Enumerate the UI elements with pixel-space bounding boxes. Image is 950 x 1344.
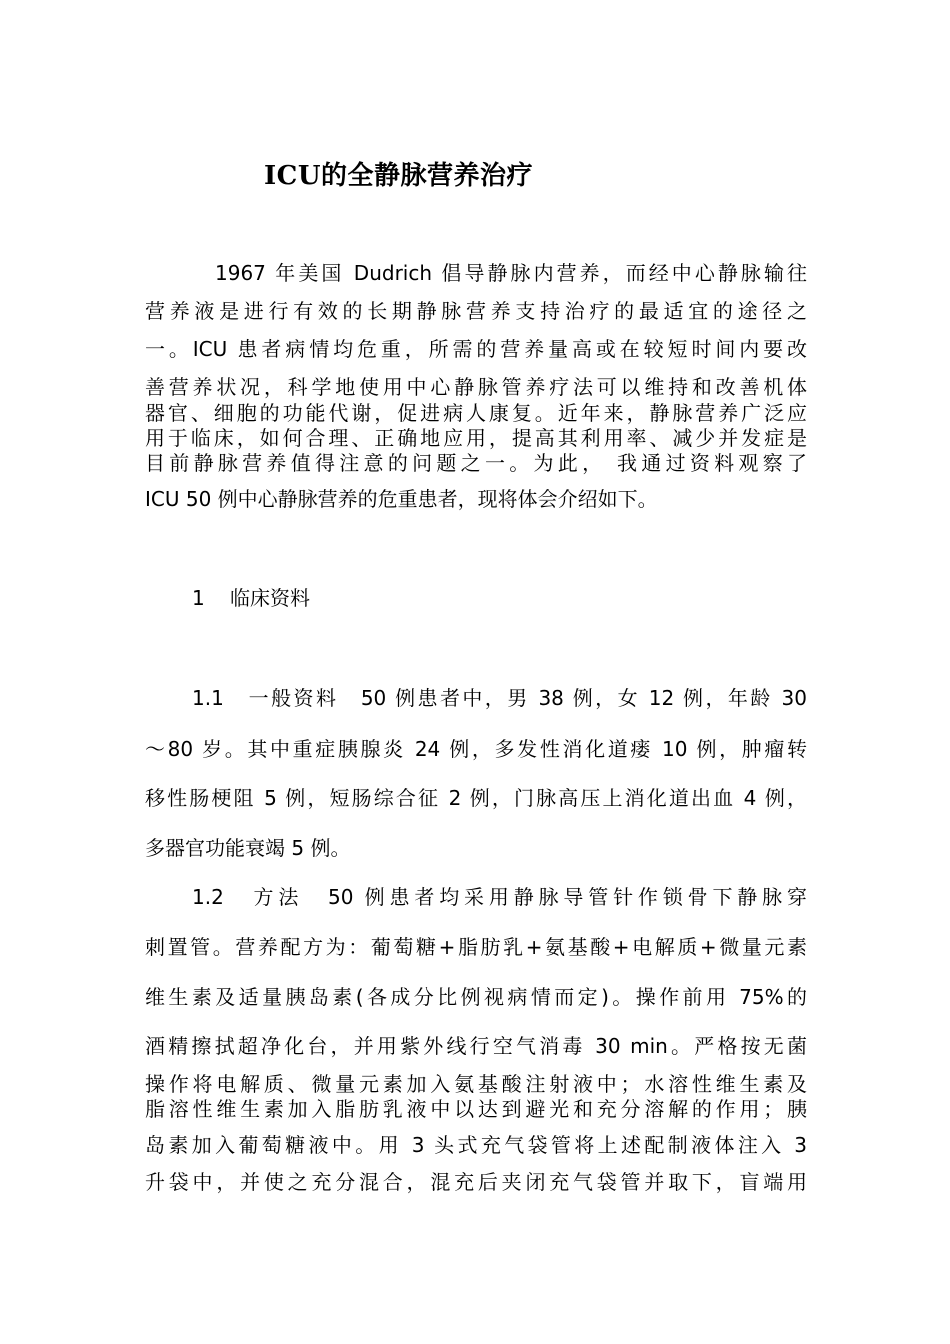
intro-line: 一。ICU 患者病情均危重，所需的营养量高或在较短时间内要改 — [145, 337, 807, 361]
intro-line: 善营养状况，科学地使用中心静脉管养疗法可以维持和改善机体 — [145, 375, 807, 399]
section-1-2-line: 脂溶性维生素加入脂肪乳液中以达到避光和充分溶解的作用；胰 — [145, 1097, 807, 1121]
section-1-1-line: ～80 岁。其中重症胰腺炎 24 例，多发性消化道瘘 10 例，肿瘤转 — [145, 737, 807, 761]
intro-line: 器官、细胞的功能代谢，促进病人康复。近年来，静脉营养广泛应 — [145, 401, 807, 425]
section-1-2-line: 刺置管。营养配方为：葡萄糖+脂肪乳+氨基酸+电解质+微量元素 — [145, 935, 807, 959]
intro-line: 1967 年美国 Dudrich 倡导静脉内营养，而经中心静脉输往 — [215, 261, 807, 285]
intro-line: 营养液是进行有效的长期静脉营养支持治疗的最适宜的途径之 — [145, 299, 807, 323]
section-1-1-line: 1.1 一般资料 50 例患者中，男 38 例，女 12 例，年龄 30 — [192, 686, 807, 710]
intro-line: 目前静脉营养值得注意的问题之一。为此， 我通过资料观察了 — [145, 451, 807, 475]
section-1-2-line: 升袋中，并使之充分混合，混充后夹闭充气袋管并取下，盲端用 — [145, 1170, 807, 1194]
document-title: ICU的全静脉营养治疗 — [264, 161, 534, 191]
section-1-1-line: 多器官功能衰竭 5 例。 — [145, 836, 351, 860]
intro-line: 用于临床，如何合理、正确地应用，提高其利用率、减少并发症是 — [145, 426, 807, 450]
intro-line: ICU 50 例中心静脉营养的危重患者，现将体会介绍如下。 — [145, 487, 658, 511]
section-heading — [192, 586, 310, 610]
section-1-1-line: 移性肠梗阻 5 例，短肠综合征 2 例，门脉高压上消化道出血 4 例， — [145, 786, 807, 810]
section-1-2-line: 酒精擦拭超净化台，并用紫外线行空气消毒 30 min。严格按无菌 — [145, 1034, 807, 1058]
section-1-2-line: 维生素及适量胰岛素(各成分比例视病情而定)。操作前用 75%的 — [145, 985, 807, 1009]
section-number: 1 — [192, 586, 205, 610]
section-1-2-line: 1.2 方法 50 例患者均采用静脉导管针作锁骨下静脉穿 — [192, 885, 807, 909]
section-1-2-line: 岛素加入葡萄糖液中。用 3 头式充气袋管将上述配制液体注入 3 — [145, 1133, 807, 1157]
section-1-2-line: 操作将电解质、微量元素加入氨基酸注射液中；水溶性维生素及 — [145, 1072, 807, 1096]
section-title: 临床资料 — [230, 586, 310, 610]
